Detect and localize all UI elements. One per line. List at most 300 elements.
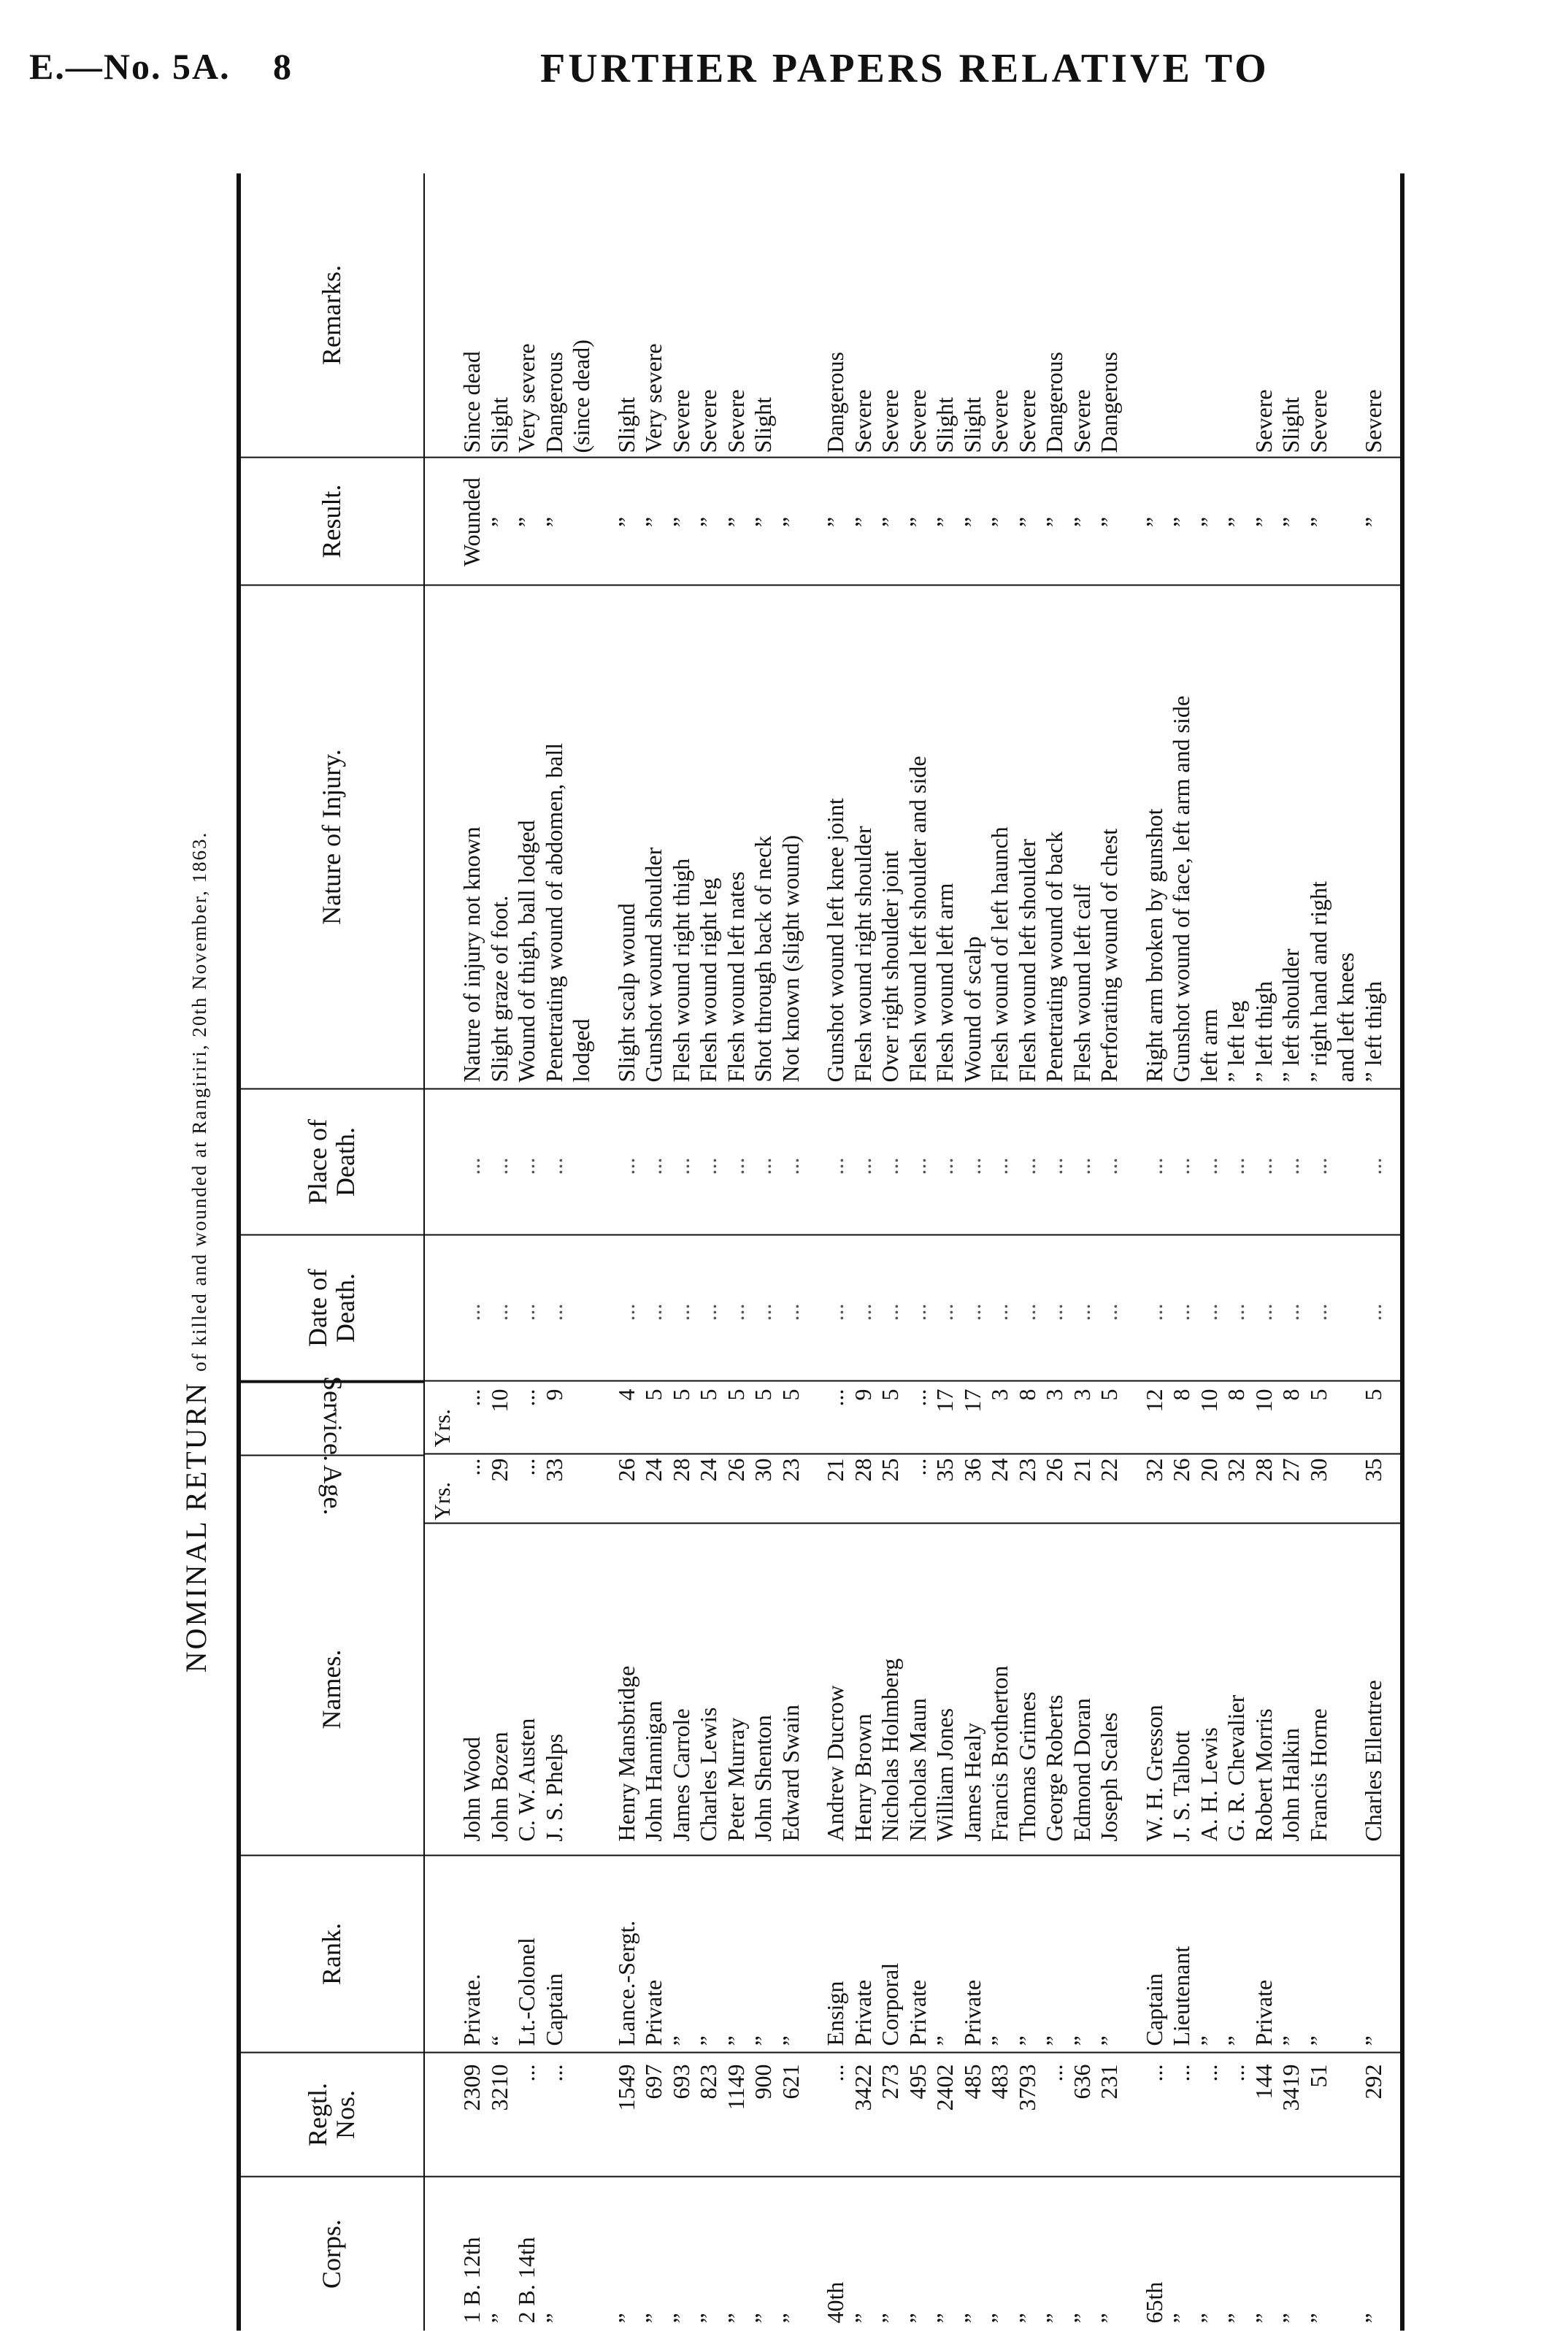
- header-remarks: Remarks.: [241, 174, 423, 458]
- cell-date-of-death: ...: [722, 1303, 749, 1321]
- cell-service: 10: [1195, 1389, 1222, 1413]
- cell-age: 33: [540, 1458, 567, 1482]
- cell-nature-of-injury: Not known (slight wound): [777, 834, 804, 1083]
- table-row: [959, 174, 987, 2331]
- cell-age: 28: [849, 1458, 876, 1482]
- table-row: [486, 174, 514, 2331]
- cell-regtl-no: 3793: [1013, 2064, 1040, 2111]
- cell-result: ”: [1304, 516, 1331, 528]
- header-rank: Rank.: [241, 1856, 423, 2054]
- cell-date-of-death: ...: [849, 1303, 876, 1321]
- cell-age: 35: [1359, 1458, 1386, 1482]
- cell-place-of-death: ...: [931, 1157, 958, 1175]
- cell-service: 8: [1168, 1389, 1194, 1401]
- cell-result: ”: [1223, 516, 1249, 528]
- table-row: [541, 174, 569, 2331]
- cell-remarks: Severe: [1013, 389, 1040, 453]
- cell-nature-of-injury: Penetrating wound of abdomen, ball: [540, 742, 567, 1083]
- table-row: [1196, 174, 1223, 2331]
- cell-result: Wounded: [458, 477, 485, 567]
- cell-regtl-no: 51: [1304, 2064, 1331, 2088]
- table-row: [1332, 174, 1360, 2331]
- cell-regtl-no: ...: [1223, 2064, 1249, 2082]
- cell-name: J. S. Talbott: [1168, 1730, 1194, 1842]
- table-row: [458, 174, 486, 2331]
- cell-remarks: Slight: [485, 397, 512, 453]
- cell-result: ”: [931, 516, 958, 528]
- cell-regtl-no: 485: [958, 2064, 985, 2100]
- cell-name: John Bozen: [485, 1732, 512, 1842]
- header-service: Service.: [241, 1382, 423, 1455]
- cell-result: ”: [513, 516, 539, 528]
- cell-rank: Ensign: [822, 1981, 848, 2046]
- cell-result: ”: [1096, 516, 1122, 528]
- cell-rank: ”: [1068, 2035, 1095, 2046]
- cell-regtl-no: 823: [695, 2064, 721, 2100]
- cell-age: ...: [458, 1458, 485, 1476]
- cell-date-of-death: ...: [540, 1303, 567, 1321]
- cell-place-of-death: ...: [849, 1157, 876, 1175]
- cell-remarks: Severe: [667, 389, 694, 453]
- cell-age: 26: [612, 1458, 639, 1482]
- cell-nature-of-injury: ” left thigh: [1250, 980, 1277, 1083]
- cell-corps: ”: [612, 2313, 639, 2324]
- cell-age: 25: [877, 1458, 903, 1482]
- cell-nature-of-injury: Flesh wound right thigh: [667, 858, 694, 1083]
- cell-remarks: Very severe: [640, 343, 666, 453]
- cell-name: James Carrole: [667, 1708, 694, 1842]
- cell-service: 10: [1250, 1389, 1277, 1413]
- cell-age: 20: [1195, 1458, 1222, 1482]
- cell-place-of-death: ...: [1041, 1157, 1067, 1175]
- cell-rank: ”: [1041, 2035, 1067, 2046]
- cell-name: Charles Ellentree: [1359, 1680, 1386, 1842]
- table-row: [904, 174, 932, 2331]
- cell-age: 32: [1140, 1458, 1167, 1482]
- cell-rank: ”: [777, 2035, 804, 2046]
- cell-remarks: Severe: [695, 389, 721, 453]
- cell-rank: Private: [640, 1979, 666, 2046]
- table-row: [1360, 174, 1388, 2331]
- cell-nature-of-injury: Flesh wound of left haunch: [986, 826, 1012, 1083]
- cell-service: 5: [640, 1389, 666, 1401]
- table-row: [931, 174, 959, 2331]
- rotated-return-table: [164, 174, 1404, 2331]
- cell-date-of-death: ...: [612, 1303, 639, 1321]
- cell-rank: ”: [931, 2035, 958, 2046]
- cell-name: J. S. Phelps: [540, 1733, 567, 1842]
- cell-age: 26: [722, 1458, 749, 1482]
- cell-place-of-death: ...: [1250, 1157, 1277, 1175]
- cell-date-of-death: ...: [1041, 1303, 1067, 1321]
- cell-date-of-death: ...: [1250, 1303, 1277, 1321]
- cell-service: 5: [1304, 1389, 1331, 1401]
- cell-nature-of-injury: Flesh wound left arm: [931, 883, 958, 1083]
- cell-nature-of-injury: Shot through back of neck: [750, 835, 776, 1083]
- document-reference: E.—No. 5A.: [29, 46, 231, 87]
- caption-main: NOMINAL RETURN: [180, 1380, 212, 1673]
- cell-rank: Private: [1250, 1979, 1277, 2046]
- cell-regtl-no: 636: [1068, 2064, 1095, 2100]
- cell-name: Andrew Ducrow: [822, 1685, 848, 1842]
- cell-place-of-death: ...: [667, 1157, 694, 1175]
- cell-regtl-no: 144: [1250, 2064, 1277, 2100]
- cell-nature-of-injury: ” left shoulder: [1277, 948, 1304, 1083]
- cell-regtl-no: 3210: [485, 2064, 512, 2111]
- nominal-return-table: [237, 174, 1404, 2331]
- cell-service: ...: [822, 1389, 848, 1407]
- cell-date-of-death: ...: [1096, 1303, 1122, 1321]
- table-row: [568, 174, 596, 2331]
- cell-nature-of-injury: Wound of thigh, ball lodged: [513, 820, 539, 1083]
- cell-age: 24: [695, 1458, 721, 1482]
- cell-date-of-death: ...: [458, 1303, 485, 1321]
- cell-rank: ”: [1277, 2035, 1304, 2046]
- table-caption: [164, 174, 229, 2331]
- cell-remarks: Dangerous: [1041, 351, 1067, 453]
- cell-name: G. R. Chevalier: [1223, 1694, 1249, 1842]
- table-row: [668, 174, 696, 2331]
- cell-age: 21: [822, 1458, 848, 1482]
- cell-nature-of-injury: Gunshot wound of face, left arm and side: [1168, 695, 1194, 1083]
- cell-rank: ”: [1359, 2035, 1386, 2046]
- cell-name: Henry Brown: [849, 1713, 876, 1842]
- cell-corps: ”: [1041, 2313, 1067, 2324]
- cell-place-of-death: ...: [822, 1157, 848, 1175]
- cell-corps: ”: [904, 2313, 931, 2324]
- cell-rank: ”: [1096, 2035, 1122, 2046]
- cell-regtl-no: ...: [822, 2064, 848, 2082]
- cell-name: James Healy: [958, 1722, 985, 1842]
- table-row: [1305, 174, 1333, 2331]
- cell-name: Edmond Doran: [1068, 1698, 1095, 1842]
- cell-corps: ”: [1223, 2313, 1249, 2324]
- cell-service: 5: [722, 1389, 749, 1401]
- cell-remarks: Severe: [1068, 389, 1095, 453]
- cell-remarks: Slight: [958, 397, 985, 453]
- cell-date-of-death: ...: [931, 1303, 958, 1321]
- table-row: [1168, 174, 1196, 2331]
- cell-corps: ”: [1168, 2313, 1194, 2324]
- table-row: [986, 174, 1014, 2331]
- cell-date-of-death: ...: [958, 1303, 985, 1321]
- cell-rank: ”: [667, 2035, 694, 2046]
- cell-age: ...: [513, 1458, 539, 1476]
- cell-result: ”: [1168, 516, 1194, 528]
- service-unit: Yrs.: [429, 1408, 455, 1448]
- cell-place-of-death: ...: [1359, 1157, 1386, 1175]
- cell-place-of-death: ...: [958, 1157, 985, 1175]
- cell-corps: ”: [931, 2313, 958, 2324]
- cell-remarks: Severe: [877, 389, 903, 453]
- cell-service: 9: [540, 1389, 567, 1401]
- cell-result: ”: [986, 516, 1012, 528]
- cell-remarks: Severe: [1304, 389, 1331, 453]
- cell-name: C. W. Austen: [513, 1718, 539, 1842]
- cell-nature-of-injury: Slight graze of foot.: [485, 895, 512, 1083]
- header-age: Age.: [241, 1455, 423, 1524]
- cell-age: ...: [904, 1458, 931, 1476]
- cell-regtl-no: 3422: [849, 2064, 876, 2111]
- cell-age: 29: [485, 1458, 512, 1482]
- cell-result: ”: [1140, 516, 1167, 528]
- cell-place-of-death: ...: [458, 1157, 485, 1175]
- cell-rank: ”: [1223, 2035, 1249, 2046]
- cell-date-of-death: ...: [667, 1303, 694, 1321]
- cell-service: 3: [1041, 1389, 1067, 1401]
- cell-place-of-death: ...: [722, 1157, 749, 1175]
- cell-corps: ”: [540, 2313, 567, 2324]
- cell-service: ...: [513, 1389, 539, 1407]
- cell-name: Edward Swain: [777, 1704, 804, 1842]
- cell-nature-of-injury: lodged: [568, 1018, 594, 1083]
- cell-age: 23: [1013, 1458, 1040, 1482]
- cell-rank: “: [485, 2035, 512, 2046]
- table-row: [613, 174, 641, 2331]
- table-row: [1014, 174, 1042, 2331]
- cell-nature-of-injury: Flesh wound left shoulder and side: [904, 756, 931, 1083]
- cell-place-of-death: ...: [485, 1157, 512, 1175]
- cell-age: 28: [667, 1458, 694, 1482]
- cell-result: ”: [485, 516, 512, 528]
- cell-place-of-death: ...: [750, 1157, 776, 1175]
- cell-corps: ”: [849, 2313, 876, 2324]
- cell-date-of-death: ...: [513, 1303, 539, 1321]
- cell-remarks: Severe: [1250, 389, 1277, 453]
- table-row: [640, 174, 668, 2331]
- cell-remarks: Since dead: [458, 351, 485, 453]
- cell-name: Francis Brotherton: [986, 1665, 1012, 1842]
- cell-name: Nicholas Maun: [904, 1698, 931, 1842]
- cell-rank: Corporal: [877, 1962, 903, 2046]
- cell-age: 26: [1168, 1458, 1194, 1482]
- cell-date-of-death: ...: [1277, 1303, 1304, 1321]
- cell-result: ”: [849, 516, 876, 528]
- cell-rank: Private.: [458, 1973, 485, 2046]
- table-row: [1041, 174, 1069, 2331]
- cell-service: 9: [849, 1389, 876, 1401]
- cell-age: 28: [1250, 1458, 1277, 1482]
- cell-nature-of-injury: Flesh wound right leg: [695, 878, 721, 1083]
- cell-corps: ”: [640, 2313, 666, 2324]
- table-row: [1277, 174, 1305, 2331]
- cell-age: 23: [777, 1458, 804, 1482]
- cell-regtl-no: 1549: [612, 2064, 639, 2111]
- cell-nature-of-injury: Flesh wound left shoulder: [1013, 839, 1040, 1083]
- cell-result: ”: [1277, 516, 1304, 528]
- cell-regtl-no: ...: [1140, 2064, 1167, 2082]
- cell-nature-of-injury: Penetrating wound of back: [1041, 831, 1067, 1083]
- cell-remarks: Very severe: [513, 343, 539, 453]
- cell-date-of-death: ...: [1013, 1303, 1040, 1321]
- cell-age: 24: [986, 1458, 1012, 1482]
- table-row: [1069, 174, 1096, 2331]
- cell-rank: Private: [958, 1979, 985, 2046]
- cell-place-of-death: ...: [1277, 1157, 1304, 1175]
- cell-remarks: Dangerous: [822, 351, 848, 453]
- cell-name: William Jones: [931, 1708, 958, 1842]
- cell-service: 5: [1096, 1389, 1122, 1401]
- cell-service: 4: [612, 1389, 639, 1401]
- cell-rank: ”: [1195, 2035, 1222, 2046]
- cell-corps: ”: [1013, 2313, 1040, 2324]
- table-row: [1141, 174, 1169, 2331]
- cell-date-of-death: ...: [695, 1303, 721, 1321]
- cell-rank: ”: [1013, 2035, 1040, 2046]
- cell-date-of-death: ...: [1359, 1303, 1386, 1321]
- cell-nature-of-injury: Nature of injury not known: [458, 826, 485, 1083]
- cell-result: ”: [667, 516, 694, 528]
- cell-corps: ”: [1250, 2313, 1277, 2324]
- cell-regtl-no: 3419: [1277, 2064, 1304, 2111]
- cell-regtl-no: ...: [540, 2064, 567, 2082]
- cell-nature-of-injury: Right arm broken by gunshot: [1140, 808, 1167, 1083]
- cell-date-of-death: ...: [877, 1303, 903, 1321]
- cell-service: 17: [958, 1389, 985, 1413]
- header-date-of-death: Date of Death.: [241, 1236, 423, 1382]
- cell-remarks: Slight: [931, 397, 958, 453]
- cell-nature-of-injury: ” left thigh: [1359, 980, 1386, 1083]
- cell-regtl-no: 495: [904, 2064, 931, 2100]
- cell-service: 5: [695, 1389, 721, 1401]
- cell-place-of-death: ...: [777, 1157, 804, 1175]
- cell-service: 5: [750, 1389, 776, 1401]
- cell-date-of-death: ...: [485, 1303, 512, 1321]
- header-corps: Corps.: [317, 2219, 347, 2289]
- cell-name: John Hannigan: [640, 1700, 666, 1842]
- cell-service: 5: [667, 1389, 694, 1401]
- cell-regtl-no: ...: [1195, 2064, 1222, 2082]
- cell-result: ”: [612, 516, 639, 528]
- cell-service: 8: [1277, 1389, 1304, 1401]
- cell-service: 12: [1140, 1389, 1167, 1413]
- cell-place-of-death: ...: [540, 1157, 567, 1175]
- cell-nature-of-injury: Slight scalp wound: [612, 903, 639, 1083]
- cell-age: 22: [1096, 1458, 1122, 1482]
- cell-nature-of-injury: left arm: [1195, 1009, 1222, 1083]
- cell-corps: ”: [750, 2313, 776, 2324]
- cell-date-of-death: ...: [750, 1303, 776, 1321]
- cell-place-of-death: ...: [877, 1157, 903, 1175]
- page-title: FURTHER PAPERS RELATIVE TO: [540, 46, 1269, 91]
- cell-service: 3: [1068, 1389, 1095, 1401]
- cell-regtl-no: 2309: [458, 2064, 485, 2111]
- cell-age: 36: [958, 1458, 985, 1482]
- cell-name: Charles Lewis: [695, 1707, 721, 1842]
- cell-regtl-no: 621: [777, 2064, 804, 2100]
- cell-corps: ”: [1277, 2313, 1304, 2324]
- table-row: [1096, 174, 1123, 2331]
- cell-nature-of-injury: Perforating wound of chest: [1096, 829, 1122, 1083]
- cell-name: John Halkin: [1277, 1727, 1304, 1842]
- cell-corps: ”: [1195, 2313, 1222, 2324]
- cell-corps: 40th: [822, 2281, 848, 2324]
- cell-result: ”: [695, 516, 721, 528]
- cell-date-of-death: ...: [1068, 1303, 1095, 1321]
- cell-service: 5: [877, 1389, 903, 1401]
- cell-remarks: Severe: [904, 389, 931, 453]
- cell-regtl-no: 2402: [931, 2064, 958, 2111]
- cell-nature-of-injury: Wound of scalp: [958, 936, 985, 1083]
- cell-age: 30: [750, 1458, 776, 1482]
- cell-age: 26: [1041, 1458, 1067, 1482]
- cell-date-of-death: ...: [1168, 1303, 1194, 1321]
- page-number: 8: [273, 46, 293, 87]
- cell-corps: ”: [722, 2313, 749, 2324]
- cell-remarks: Severe: [849, 389, 876, 453]
- cell-result: ”: [904, 516, 931, 528]
- cell-result: ”: [722, 516, 749, 528]
- cell-result: ”: [1250, 516, 1277, 528]
- cell-name: George Roberts: [1041, 1694, 1067, 1842]
- cell-rank: Lt.-Colonel: [513, 1938, 539, 2046]
- cell-nature-of-injury: Gunshot wound shoulder: [640, 847, 666, 1083]
- cell-rank: Captain: [540, 1973, 567, 2046]
- cell-regtl-no: ...: [1168, 2064, 1194, 2082]
- cell-result: ”: [1041, 516, 1067, 528]
- cell-result: ”: [777, 516, 804, 528]
- header-nature-of-injury: Nature of Injury.: [241, 586, 423, 1090]
- table-row: [695, 174, 723, 2331]
- cell-age: 35: [931, 1458, 958, 1482]
- cell-result: ”: [877, 516, 903, 528]
- cell-place-of-death: ...: [1096, 1157, 1122, 1175]
- cell-nature-of-injury: Flesh wound left calf: [1068, 884, 1095, 1083]
- cell-result: ”: [822, 516, 848, 528]
- cell-result: ”: [640, 516, 666, 528]
- cell-regtl-no: 900: [750, 2064, 776, 2100]
- cell-date-of-death: ...: [777, 1303, 804, 1321]
- cell-rank: Lance.-Sergt.: [612, 1920, 639, 2046]
- cell-corps: ”: [1068, 2313, 1095, 2324]
- cell-place-of-death: ...: [612, 1157, 639, 1175]
- cell-corps: ”: [958, 2313, 985, 2324]
- cell-remarks: Severe: [1359, 389, 1386, 453]
- cell-rank: ”: [986, 2035, 1012, 2046]
- cell-place-of-death: ...: [1195, 1157, 1222, 1175]
- age-unit: Yrs.: [429, 1481, 455, 1521]
- cell-age: 32: [1223, 1458, 1249, 1482]
- cell-result: ”: [750, 516, 776, 528]
- cell-date-of-death: ...: [640, 1303, 666, 1321]
- cell-place-of-death: ...: [695, 1157, 721, 1175]
- cell-nature-of-injury: Flesh wound left nates: [722, 871, 749, 1083]
- cell-place-of-death: ...: [1068, 1157, 1095, 1175]
- cell-name: W. H. Gresson: [1140, 1705, 1167, 1842]
- cell-remarks: Slight: [612, 397, 639, 453]
- cell-rank: Captain: [1140, 1973, 1167, 2046]
- table-row: [1250, 174, 1278, 2331]
- cell-corps: ”: [485, 2313, 512, 2324]
- table-row: [723, 174, 750, 2331]
- cell-rank: Private: [904, 1979, 931, 2046]
- cell-place-of-death: ...: [1168, 1157, 1194, 1175]
- cell-result: ”: [540, 516, 567, 528]
- cell-service: 5: [777, 1389, 804, 1401]
- table-row: [822, 174, 850, 2331]
- cell-nature-of-injury: Over right shoulder joint: [877, 850, 903, 1083]
- cell-corps: ”: [1096, 2313, 1122, 2324]
- cell-regtl-no: 693: [667, 2064, 694, 2100]
- cell-service: 5: [1359, 1389, 1386, 1401]
- table-row: [777, 174, 805, 2331]
- table-row: [1223, 174, 1250, 2331]
- cell-remarks: (since dead): [568, 339, 594, 453]
- table-header-row: [241, 174, 425, 2331]
- cell-nature-of-injury: Flesh wound right shoulder: [849, 826, 876, 1083]
- cell-regtl-no: ...: [1041, 2064, 1067, 2082]
- cell-remarks: Slight: [1277, 397, 1304, 453]
